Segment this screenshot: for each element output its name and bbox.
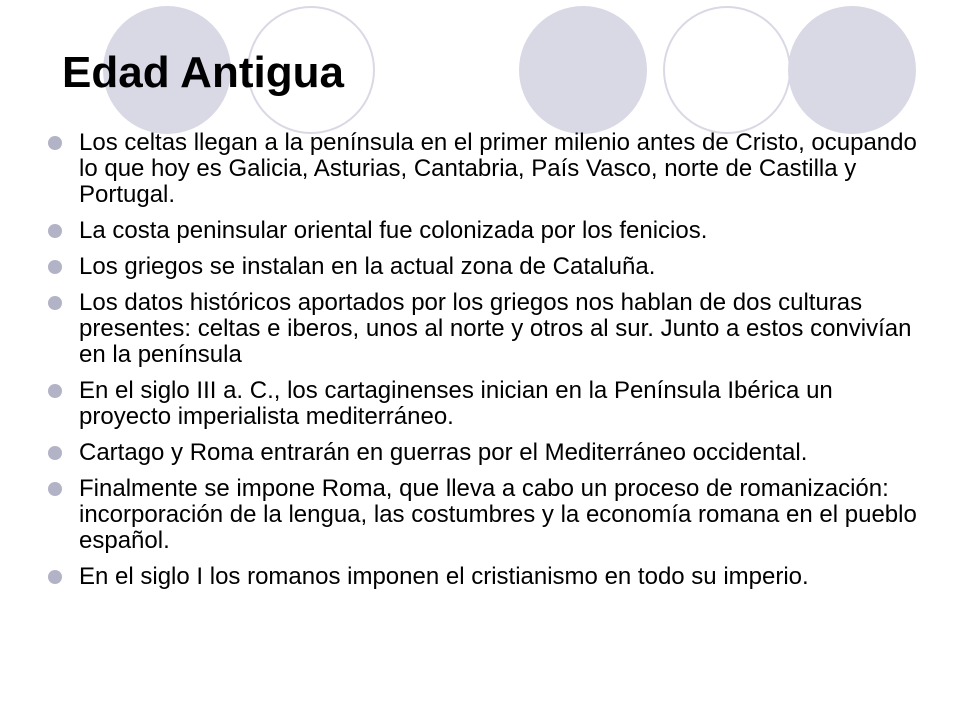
bullet-text: Los griegos se instalan en la actual zona de Cataluña.	[79, 253, 656, 280]
bullet-item	[48, 130, 928, 208]
bullet-item	[48, 378, 928, 430]
bullet-item	[48, 218, 928, 244]
slide-title: Edad Antigua	[62, 48, 344, 97]
decorative-circle-ring	[663, 6, 791, 134]
bullet-text: Finalmente se impone Roma, que lleva a cabo un proceso de romanización: incorporación de la lengua, las costumbres y la economía romana en el pueblo español.	[79, 475, 917, 554]
bullet-text: Los datos históricos aportados por los griegos nos hablan de dos culturas presentes: celtas e iberos, unos al norte y otros al sur. Junto a estos convivían en la península	[79, 289, 912, 368]
bullet-item	[48, 564, 928, 590]
bullet-text: En el siglo I los romanos imponen el cristianismo en todo su imperio.	[79, 563, 809, 590]
bullet-item	[48, 440, 928, 466]
decorative-circle-filled	[788, 6, 916, 134]
bullet-text: Los celtas llegan a la península en el primer milenio antes de Cristo, ocupando lo que hoy es Galicia, Asturias, Cantabria, País Vasco, norte de Castilla y Portugal.	[79, 129, 917, 208]
decorative-circle-filled	[519, 6, 647, 134]
bullet-dot-icon	[48, 136, 62, 150]
bullet-dot-icon	[48, 482, 62, 496]
bullet-item	[48, 254, 928, 280]
bullet-text: Cartago y Roma entrarán en guerras por el Mediterráneo occidental.	[79, 439, 808, 466]
bullet-dot-icon	[48, 224, 62, 238]
bullet-dot-icon	[48, 296, 62, 310]
bullet-dot-icon	[48, 570, 62, 584]
bullet-item	[48, 290, 928, 368]
bullet-text: La costa peninsular oriental fue colonizada por los fenicios.	[79, 217, 708, 244]
bullet-dot-icon	[48, 260, 62, 274]
bullet-dot-icon	[48, 446, 62, 460]
bullet-list	[48, 130, 928, 600]
bullet-dot-icon	[48, 384, 62, 398]
bullet-text: En el siglo III a. C., los cartaginenses inician en la Península Ibérica un proyecto imperialista mediterráneo.	[79, 377, 833, 430]
bullet-item	[48, 476, 928, 554]
